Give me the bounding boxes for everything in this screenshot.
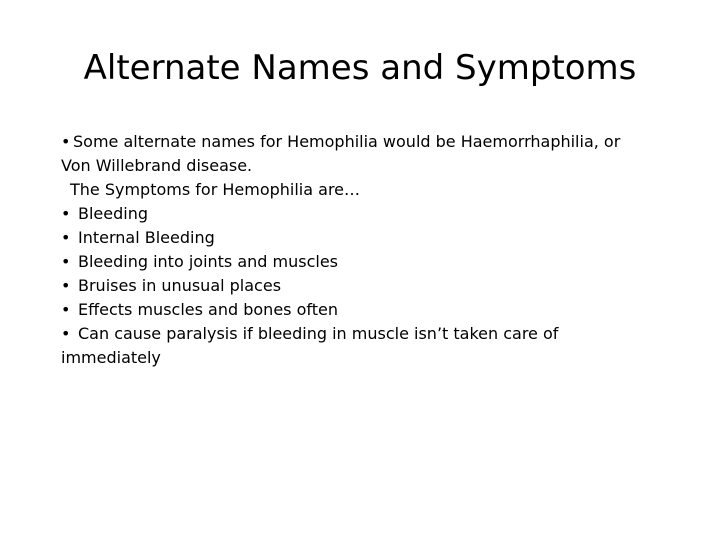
symptom-item [61,250,671,274]
symptom-text: Can cause paralysis if bleeding in muscle isn’t taken care of [78,324,559,343]
symptom-text: Bleeding [78,204,149,223]
intro-text: Some alternate names for Hemophilia would be Haemorrhaphilia, or [73,132,621,151]
symptoms-heading: The Symptoms for Hemophilia are… [70,180,361,199]
bullet-glyph: • [61,252,71,271]
bullet-glyph: • [61,204,71,223]
symptom-text: Internal Bleeding [78,228,215,247]
symptom-text: Bleeding into joints and muscles [78,252,339,271]
symptom-item [61,202,671,226]
symptom-item [61,322,671,346]
bullet-glyph: • [61,132,71,151]
symptom-text: Bruises in unusual places [78,276,282,295]
intro-line [61,130,671,154]
bullet-glyph: • [61,276,71,295]
symptom-item [61,226,671,250]
symptom-continuation: immediately [61,348,161,367]
symptom-item [61,274,671,298]
symptom-text: Effects muscles and bones often [78,300,338,319]
slide-title: Alternate Names and Symptoms [83,48,637,88]
bullet-glyph: • [61,324,71,343]
symptom-item [61,298,671,322]
bullet-glyph: • [61,300,71,319]
intro-continuation: Von Willebrand disease. [61,156,253,175]
slide-body [61,130,671,370]
bullet-glyph: • [61,228,71,247]
